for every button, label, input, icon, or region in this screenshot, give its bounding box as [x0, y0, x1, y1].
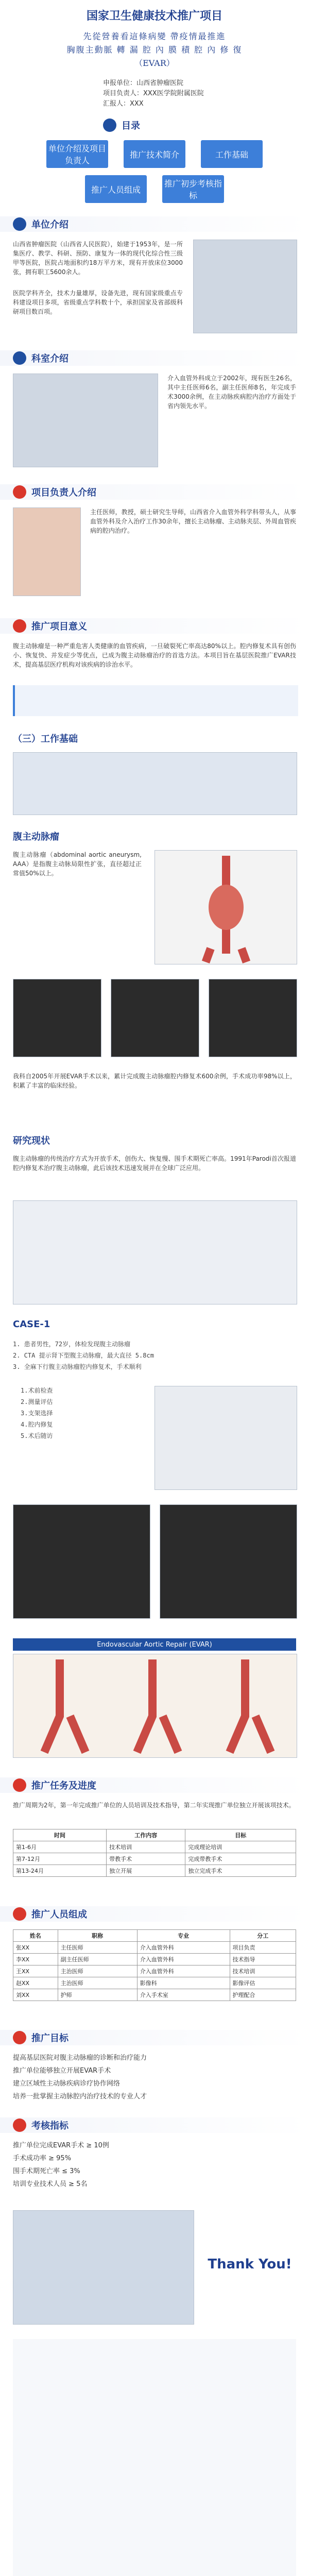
promo-heading-row: [13, 1778, 96, 1792]
table-cell: 项目负责: [230, 1942, 296, 1954]
stent-3: [230, 1659, 271, 1752]
toc-item-2[interactable]: 工作基础: [201, 140, 263, 168]
table-cell: 王XX: [13, 1965, 58, 1977]
work-basis-heading: （三）工作基础: [13, 734, 78, 744]
project-heading-row: [13, 619, 87, 633]
circle-icon: [13, 619, 26, 633]
goal-heading-row: [13, 2031, 68, 2044]
research-heading: 研究现状: [13, 1136, 50, 1146]
table-row: [13, 1942, 296, 1954]
circle-icon: [13, 217, 26, 231]
table-cell: 介入手术室: [137, 1989, 230, 2001]
table-header-cell: 专业: [137, 1930, 230, 1942]
goal-item-4: 培养一批掌握主动脉腔内治疗技术的专业人才: [13, 2093, 147, 2100]
table-row: [13, 1853, 296, 1865]
hospital-exterior-image: [13, 2210, 194, 2325]
table-cell: 护师: [58, 1989, 137, 2001]
meta-contact: 汇报人：XXX: [103, 100, 144, 108]
assess-item-2: 手术成功率 ≥ 95%: [13, 2155, 72, 2162]
staff-heading-row: [13, 1907, 87, 1921]
table-row: [13, 1865, 296, 1877]
toc-heading: 目录: [122, 121, 140, 131]
dept-heading-row: [13, 351, 68, 365]
team-photo: [13, 374, 158, 467]
evar-banner: Endovascular Aortic Repair (EVAR): [13, 1638, 296, 1651]
table-cell: 主任医师: [58, 1942, 137, 1954]
table-row: [13, 1989, 296, 2001]
table-cell: 影像科: [137, 1977, 230, 1989]
table-cell: 张XX: [13, 1942, 58, 1954]
aorta-illustration: [155, 851, 297, 964]
toc-item-3[interactable]: 推广人员组成: [85, 175, 147, 203]
toc-item-4[interactable]: 推广初步考核指标: [162, 175, 224, 203]
case-line-3: 3. 全麻下行腹主动脉瘤腔内修复术，手术顺利: [13, 1363, 142, 1370]
table-cell: 第7-12月: [13, 1853, 107, 1865]
circle-icon: [103, 118, 116, 132]
table-cell: 第1-6月: [13, 1841, 107, 1853]
table-cell: 完成理论培训: [185, 1841, 296, 1853]
assess-heading: 考核指标: [31, 2121, 68, 2131]
dept-heading: 科室介绍: [31, 353, 68, 364]
goal-heading: 推广目标: [31, 2033, 68, 2044]
circle-icon: [13, 1778, 26, 1792]
leader-heading-row: [13, 485, 96, 499]
slogan-line-3: （EVAR）: [134, 58, 175, 68]
angiography-image-2: [111, 979, 199, 1057]
staff-heading: 推广人员组成: [31, 1909, 87, 1920]
case-step-5: 5.术后随访: [21, 1432, 53, 1439]
dept-paragraph: 介入血管外科成立于2002年，现有医生26名，其中主任医师6名，副主任医师8名，年完成手术3000余例，在主动脉疾病腔内治疗方面处于省内领先水平。: [167, 375, 296, 410]
research-paragraph: 腹主动脉瘤的传统治疗方式为开放手术，创伤大、恢复慢、围手术期死亡率高。1991年Parodi首次报道腔内修复术治疗腹主动脉瘤，此后该技术迅速发展并在全球广泛应用。: [13, 1155, 296, 1172]
stent-1: [44, 1659, 85, 1752]
table-cell: 介入血管外科: [137, 1942, 230, 1954]
circle-icon: [13, 1907, 26, 1921]
table-cell: 独立开展: [107, 1865, 185, 1877]
thank-you-text: Thank You!: [208, 2257, 292, 2272]
table-cell: 独立完成手术: [185, 1865, 296, 1877]
table-header-cell: 姓名: [13, 1930, 58, 1942]
promo-heading: 推广任务及进度: [31, 1781, 96, 1791]
project-highlight-box: [13, 685, 298, 716]
case-line-1: 1. 患者男性，72岁，体检发现腹主动脉瘤: [13, 1341, 131, 1348]
table-cell: 技术培训: [107, 1841, 185, 1853]
circle-icon: [13, 2031, 26, 2044]
assess-item-1: 推广单位完成EVAR手术 ≥ 10例: [13, 2142, 109, 2149]
table-row: [13, 1977, 296, 1989]
table-cell: 介入血管外科: [137, 1954, 230, 1965]
table-cell: 李XX: [13, 1954, 58, 1965]
toc-item-0[interactable]: 单位介绍及项目负责人: [46, 140, 108, 168]
table-cell: 第13-24月: [13, 1865, 107, 1877]
project-paragraph: 腹主动脉瘤是一种严重危害人类健康的血管疾病，一旦破裂死亡率高达80%以上。腔内修复术具有创伤小、恢复快、并发症少等优点，已成为腹主动脉瘤治疗的首选方法。本项目旨在基层医院推广EVAR技术，提高基层医疗机构对该疾病的诊治水平。: [13, 642, 296, 668]
assess-item-4: 培训专业技术人员 ≥ 5名: [13, 2180, 88, 2188]
table-cell: 护理配合: [230, 1989, 296, 2001]
leader-paragraph: 主任医师，教授，硕士研究生导师，山西省介入血管外科学科带头人，从事血管外科及介入治疗工作30余年，擅长主动脉瘤、主动脉夹层、外周血管疾病的腔内治疗。: [90, 509, 296, 534]
disease-heading: 腹主动脉瘤: [13, 832, 59, 842]
staff-table: [13, 1929, 296, 2001]
case-line-2: 2. CTA 提示肾下型腹主动脉瘤，最大直径 5.8cm: [13, 1352, 154, 1359]
angiography-image-1: [13, 979, 101, 1057]
meta-applicant: 申报单位：山西省肿瘤医院: [103, 79, 184, 87]
case-step-1: 1.术前检查: [21, 1387, 53, 1394]
table-row: [13, 1965, 296, 1977]
table-header-cell: 工作内容: [107, 1829, 185, 1841]
table-header-cell: 分工: [230, 1930, 296, 1942]
circle-icon: [13, 485, 26, 499]
table-cell: 主治医师: [58, 1965, 137, 1977]
table-row: [13, 1954, 296, 1965]
toc-heading-row: [103, 118, 206, 132]
case-dsa-after: [160, 1504, 297, 1619]
table-cell: 副主任医师: [58, 1954, 137, 1965]
table-cell: 影像评估: [230, 1977, 296, 1989]
research-figure: [13, 1200, 297, 1304]
aneurysm-bulge: [209, 885, 244, 930]
evar-stents: [13, 1654, 297, 1757]
unit-heading: 单位介绍: [31, 219, 68, 230]
table-header-row: [13, 1829, 296, 1841]
table-cell: 技术培训: [230, 1965, 296, 1977]
project-heading: 推广项目意义: [31, 621, 87, 632]
table-cell: 赵XX: [13, 1977, 58, 1989]
page-body-background: [13, 2339, 296, 2576]
angiography-image-3: [209, 979, 297, 1057]
aorta-diagram: [154, 850, 297, 964]
table-cell: 主治医师: [58, 1977, 137, 1989]
unit-paragraph-1: 山西省肿瘤医院（山西省人民医院），始建于1953年，是一所集医疗、教学、科研、预防、康复为一体的现代化综合性三级甲等医院，医院占地面积约18万平方米，现有开放床位3000张，拥有职工5600余人。: [13, 241, 183, 276]
assess-heading-row: [13, 2119, 68, 2132]
case-step-2: 2.测量评估: [21, 1398, 53, 1405]
goal-item-1: 提高基层医院对腹主动脉瘤的诊断和治疗能力: [13, 2054, 147, 2062]
toc-item-1[interactable]: 推广技术简介: [124, 140, 185, 168]
table-cell: 刘XX: [13, 1989, 58, 2001]
hospital-building-image: [193, 240, 297, 333]
promo-paragraph: 推广周期为2年，第一年完成推广单位的人员培训及技术指导，第二年实现推广单位独立开展该项技术。: [13, 1802, 295, 1809]
slogan-line-1: 先從營養看這條病變 帶疫情最推進: [83, 31, 226, 41]
case-dsa-before: [13, 1504, 150, 1619]
goal-item-3: 建立区域性主动脉疾病诊疗协作网络: [13, 2080, 121, 2088]
table-cell: 完成带教手术: [185, 1853, 296, 1865]
circle-icon: [13, 2119, 26, 2132]
work-basis-diagram: [13, 752, 297, 815]
unit-paragraph-2: 医院学科齐全，技术力量雄厚，设备先进，现有国家级重点专科建设项目多项，省级重点学科数十个，承担国家及省部级科研项目数百项。: [13, 290, 183, 315]
case-step-3: 3.支架选择: [21, 1410, 53, 1417]
left-iliac: [202, 947, 215, 963]
goal-item-2: 推广单位能够独立开展EVAR手术: [13, 2067, 111, 2075]
meta-leader: 项目负责人：XXX医学院附属医院: [103, 90, 204, 97]
evar-illustration: [13, 1654, 297, 1758]
leader-portrait: [13, 507, 81, 596]
work-paragraph: 我科自2005年开展EVAR手术以来，累计完成腹主动脉瘤腔内修复术600余例，手术成功率98%以上，积累了丰富的临床经验。: [13, 1073, 296, 1089]
table-header-cell: 目标: [185, 1829, 296, 1841]
table-header-cell: 职称: [58, 1930, 137, 1942]
circle-icon: [13, 351, 26, 365]
table-row: [13, 1841, 296, 1853]
table-cell: 技术指导: [230, 1954, 296, 1965]
unit-heading-row: [13, 217, 68, 231]
case-heading: CASE-1: [13, 1319, 50, 1330]
case-step-4: 4.腔内修复: [21, 1421, 53, 1428]
table-header-cell: 时间: [13, 1829, 107, 1841]
slogan-line-2: 胸腹主動脈 轉 漏 腔 內 膜 積 腔 內 修 復: [66, 45, 243, 55]
schedule-table: [13, 1829, 296, 1877]
page-title: 国家卫生健康技术推广项目: [86, 10, 222, 23]
aaa-definition: 腹主动脉瘤（abdominal aortic aneurysm, AAA）是指腹主动脉局限性扩张，直径超过正常值50%以上。: [13, 851, 142, 877]
assess-item-3: 围手术期死亡率 ≤ 3%: [13, 2167, 80, 2175]
table-cell: 带教手术: [107, 1853, 185, 1865]
table-cell: 介入血管外科: [137, 1965, 230, 1977]
right-iliac: [237, 947, 250, 963]
stent-2: [137, 1659, 178, 1752]
table-header-row: [13, 1930, 296, 1942]
case-ct-image: [154, 1386, 297, 1490]
leader-heading: 项目负责人介绍: [31, 487, 96, 498]
